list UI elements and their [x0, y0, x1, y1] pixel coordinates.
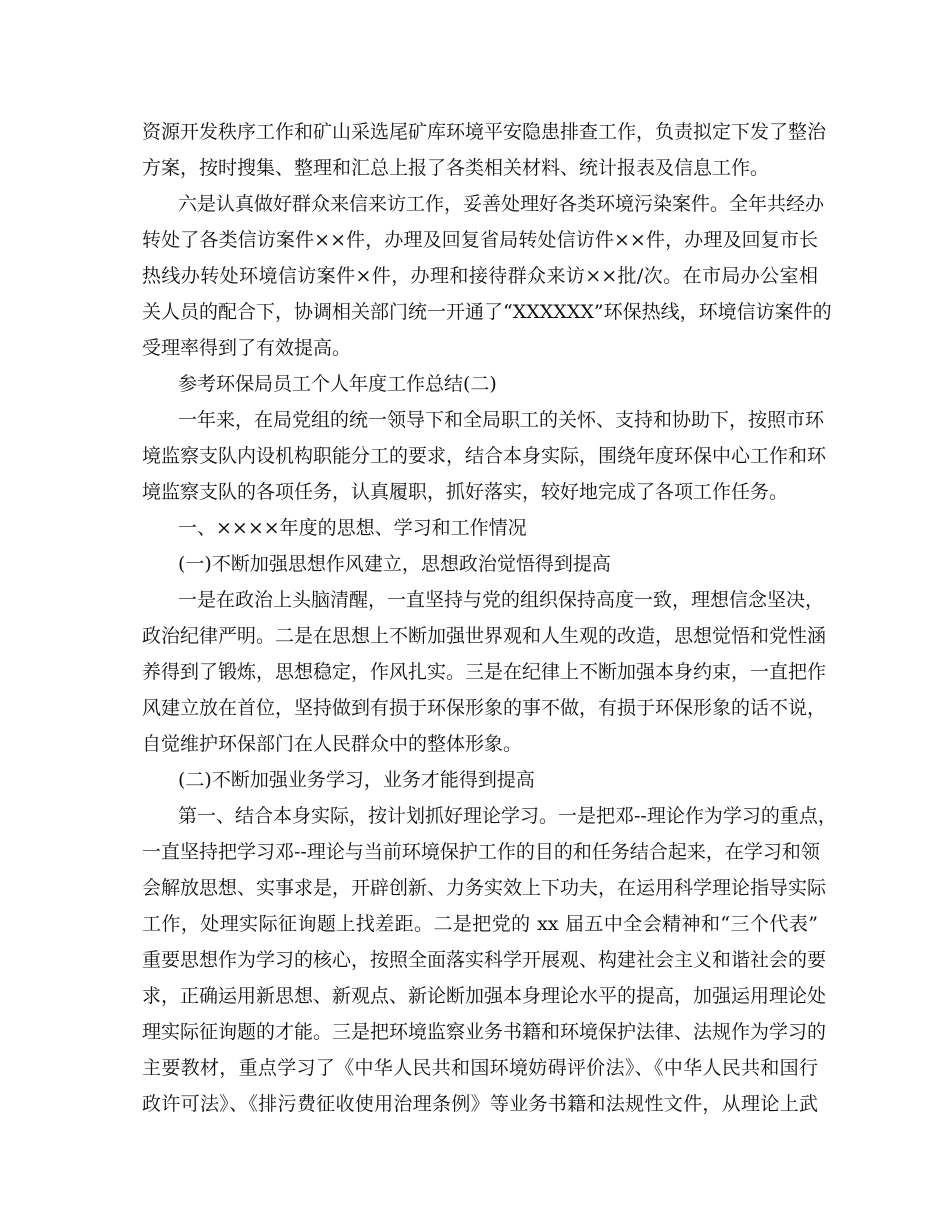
- text-line: 政许可法》、《排污费征收使用治理条例》等业务书籍和法规性文件，从理论上武: [142, 1093, 818, 1115]
- text-line: 风建立放在首位，坚持做到有损于环保形象的事不做，有损于环保形象的话不说，: [142, 697, 827, 719]
- text-line: (一)不断加强思想作风建立，思想政治觉悟得到提高: [178, 553, 611, 575]
- text-line: 一、××××年度的思想、学习和工作情况: [178, 517, 527, 539]
- text-line: 主要教材，重点学习了《中华人民共和国环境妨碍评价法》、《中华人民共和国行: [142, 1057, 818, 1079]
- text-line: 关人员的配合下，协调相关部门统一开通了“XXXXXX”环保热线，环境信访案件的: [142, 301, 832, 323]
- text-line: 六是认真做好群众来信来访工作，妥善处理好各类环境污染案件。全年共经办: [178, 193, 825, 215]
- text-line: 热线办转处环境信访案件×件，办理和接待群众来访××批/次。在市局办公室相: [142, 265, 818, 287]
- text-line: 境监察支队内设机构职能分工的要求，结合本身实际，围绕年度环保中心工作和环: [142, 445, 827, 467]
- text-line: 自觉维护环保部门在人民群众中的整体形象。: [142, 733, 523, 755]
- text-line: 资源开发秩序工作和矿山采选尾矿库环境平安隐患排查工作，负责拟定下发了整治: [142, 121, 827, 143]
- text-line: 受理率得到了有效提高。: [142, 337, 352, 359]
- text-line: 参考环保局员工个人年度工作总结(二): [178, 373, 497, 395]
- text-line: 一是在政治上头脑清醒，一直坚持与党的组织保持高度一致，理想信念坚决，: [178, 589, 825, 611]
- text-line: 转处了各类信访案件××件，办理及回复省局转处信访件××件，办理及回复市长: [142, 229, 818, 251]
- text-line: 工作，处理实际征询题上找差距。二是把党的 xx 届五中全会精神和“三个代表”: [142, 913, 818, 935]
- text-line: 境监察支队的各项任务，认真履职，抓好落实，较好地完成了各项工作任务。: [142, 481, 789, 503]
- text-line: 方案，按时搜集、整理和汇总上报了各类相关材料、统计报表及信息工作。: [142, 157, 770, 179]
- text-line: 会解放思想、实事求是，开辟创新、力务实效上下功夫，在运用科学理论指导实际: [142, 877, 827, 899]
- text-line: 一年来，在局党组的统一领导下和全局职工的关怀、支持和协助下，按照市环: [178, 409, 825, 431]
- text-line: 求，正确运用新思想、新观点、新论断加强本身理论水平的提高，加强运用理论处: [142, 985, 827, 1007]
- text-line: 重要思想作为学习的核心，按照全面落实科学开展观、构建社会主义和谐社会的要: [142, 949, 827, 971]
- text-line: 第一、结合本身实际，按计划抓好理论学习。一是把邓--理论作为学习的重点，: [178, 805, 837, 827]
- document-body: [142, 114, 837, 1122]
- text-line: (二)不断加强业务学习，业务才能得到提高: [178, 769, 535, 791]
- text-line: 政治纪律严明。二是在思想上不断加强世界观和人生观的改造，思想觉悟和党性涵: [142, 625, 827, 647]
- text-line: 一直坚持把学习邓--理论与当前环境保护工作的目的和任务结合起来，在学习和领: [142, 841, 820, 863]
- text-line: 养得到了锻炼，思想稳定，作风扎实。三是在纪律上不断加强本身约束，一直把作: [142, 661, 827, 683]
- text-line: 理实际征询题的才能。三是把环境监察业务书籍和环境保护法律、法规作为学习的: [142, 1021, 827, 1043]
